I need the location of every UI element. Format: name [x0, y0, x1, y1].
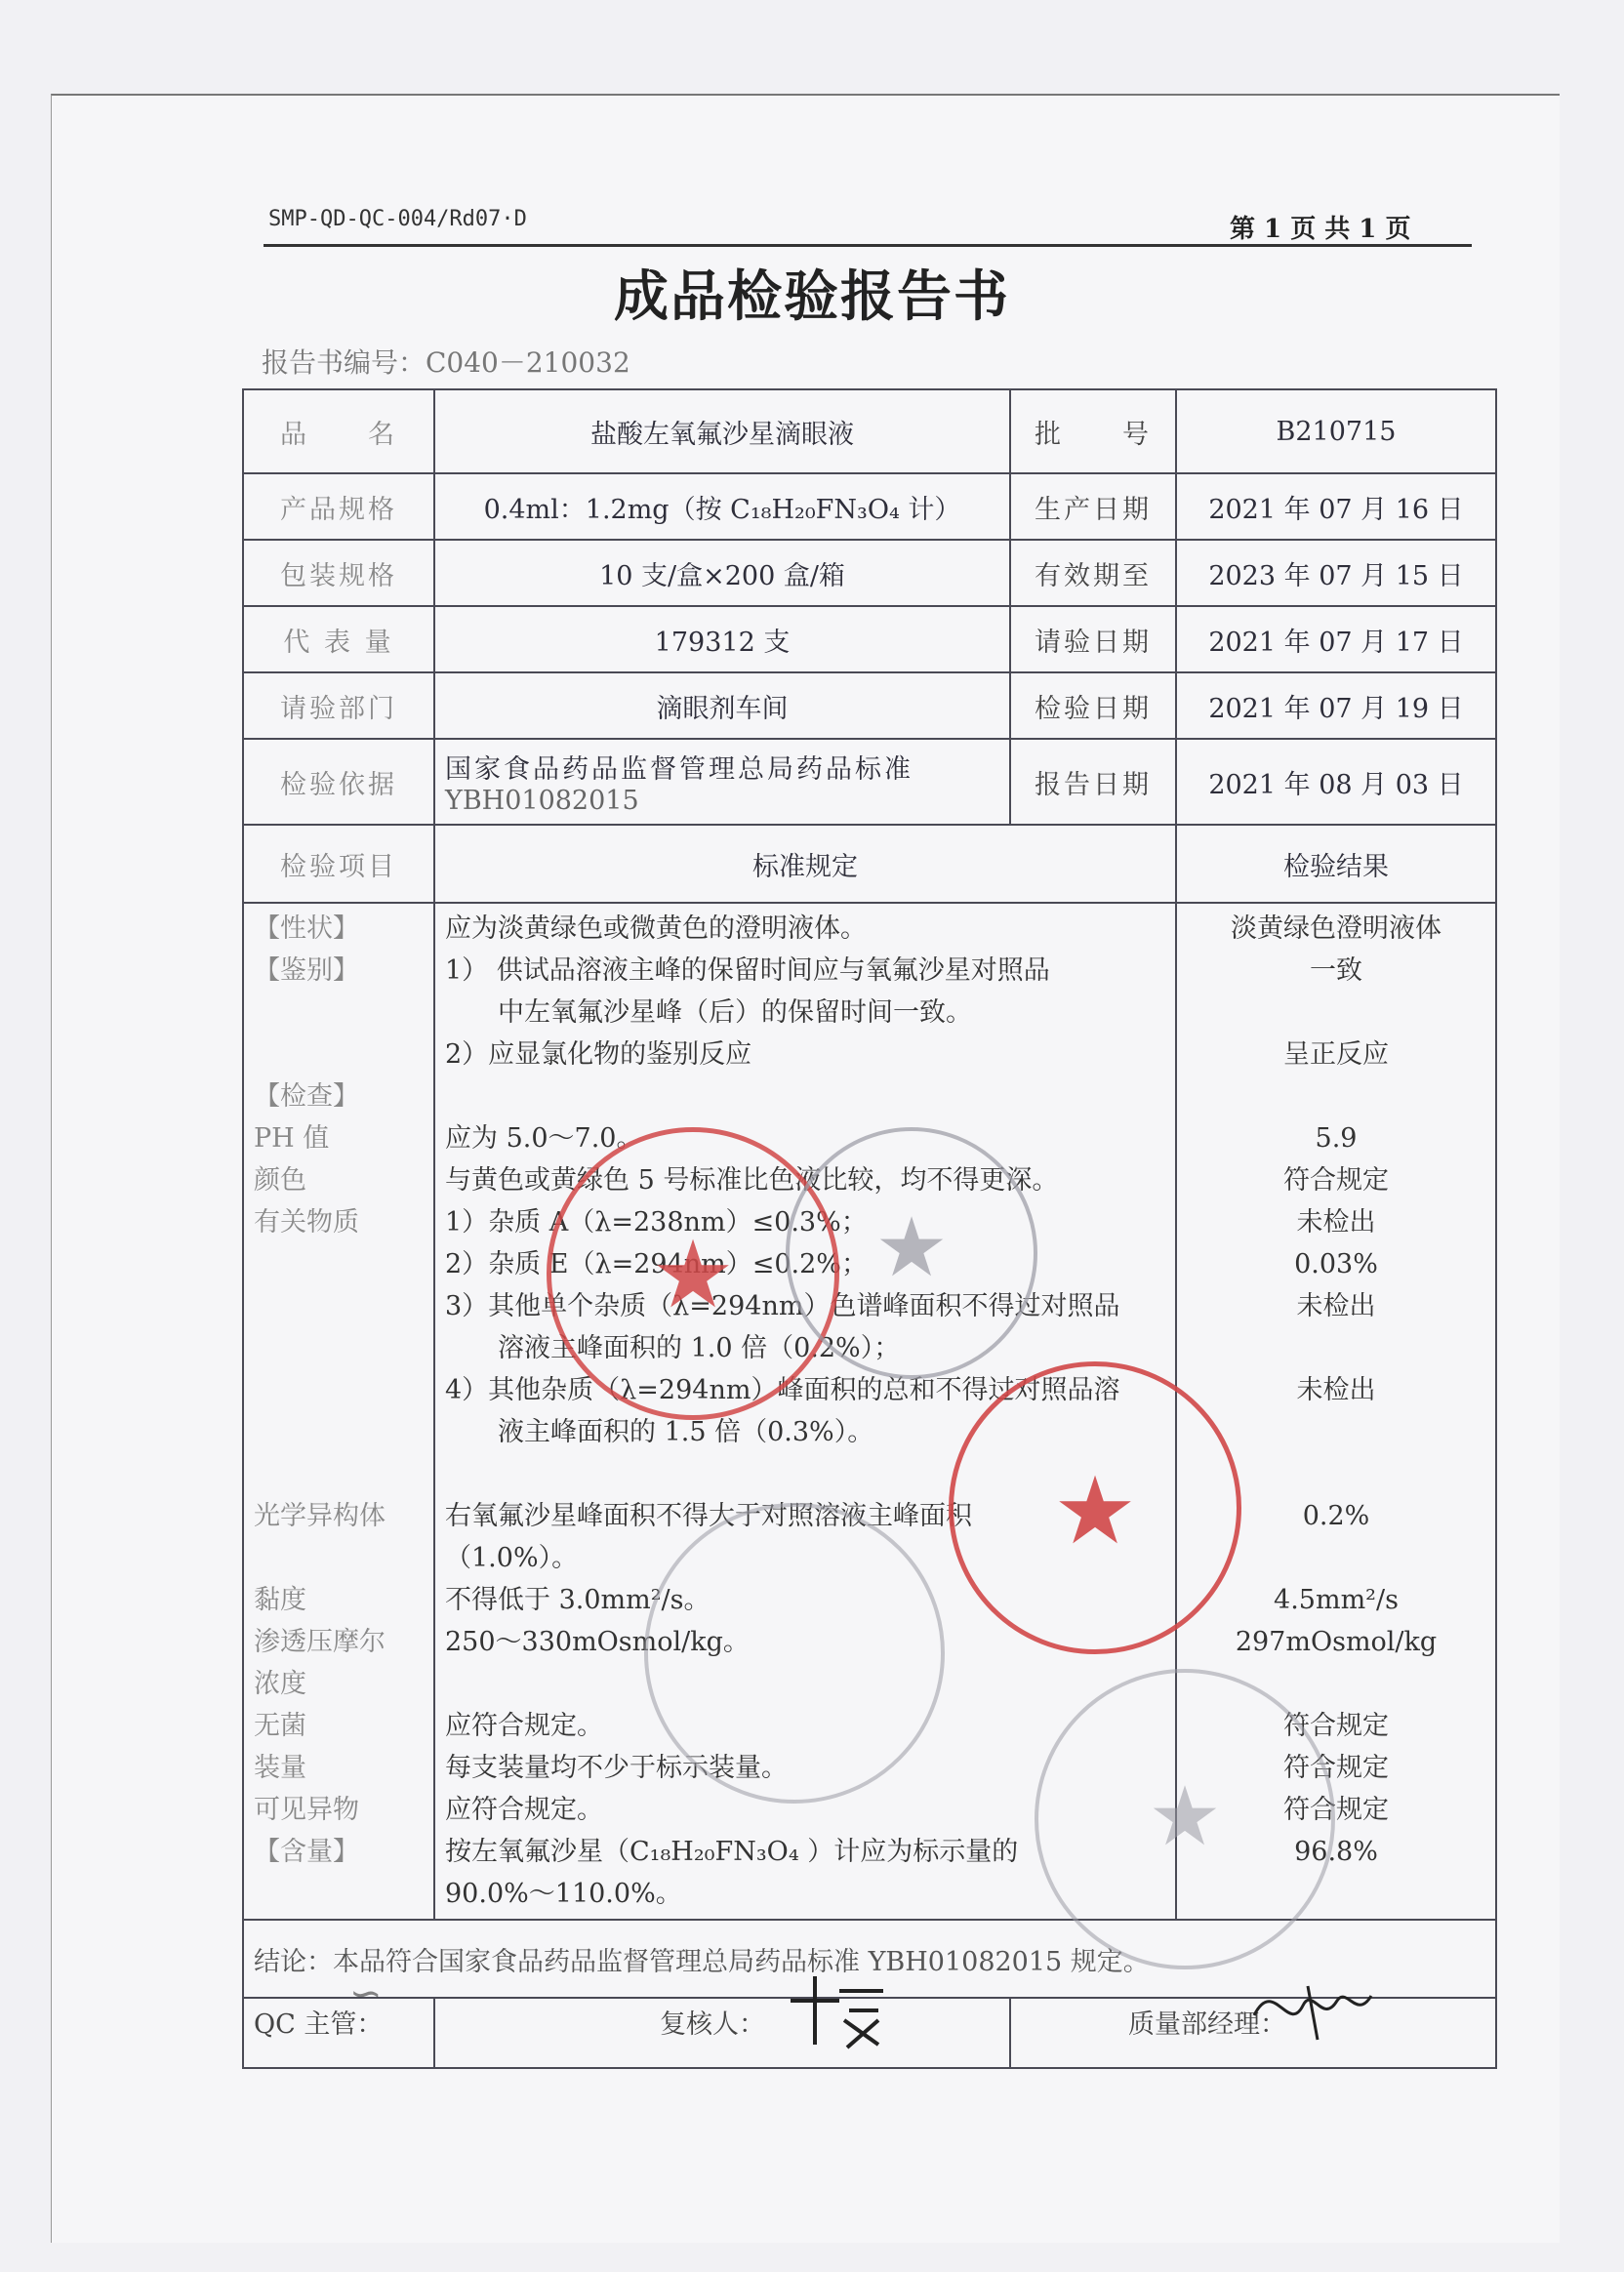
dept-label: 请验部门 [243, 672, 434, 739]
prod-date: 2021 年 07 月 16 日 [1176, 473, 1496, 540]
standard-line: 应为淡黄绿色或微黄色的澄明液体。 [445, 913, 867, 944]
result-line: 0.03% [1294, 1249, 1378, 1279]
test-item-line: 黏度 [254, 1585, 306, 1615]
red-seal-right [949, 1361, 1241, 1654]
qa-manager-label: 质量部经理： [1010, 1998, 1496, 2068]
gray-seal-middle [644, 1503, 945, 1804]
qc-signature: ∽ [349, 1971, 383, 2016]
standard-line: 2）应显氯化物的鉴别反应 [445, 1039, 752, 1070]
spec-value: 0.4ml：1.2mg（按 C₁₈H₂₀FN₃O₄ 计） [434, 473, 1010, 540]
header-rule [264, 244, 1472, 247]
test-item-line [254, 1453, 424, 1495]
result-line [1187, 1411, 1485, 1453]
standard-line: 与黄色或黄绿色 5 号标准比色液比较，均不得更深。 [445, 1165, 1059, 1196]
standard-line: 1） 供试品溶液主峰的保留时间应与氧氟沙星对照品 [445, 955, 1050, 986]
conclusion: 结论：本品符合国家食品药品监督管理总局药品标准 YBH01082015 规定。 [243, 1920, 1496, 1998]
star-icon: ★ [650, 1220, 736, 1329]
qa-manager-signature [1249, 1967, 1376, 2045]
result-line: 5.9 [1315, 1123, 1358, 1154]
standard-line: 应为 5.0～7.0。 [445, 1123, 643, 1154]
expiry-label: 有效期至 [1010, 540, 1176, 606]
test-item-line [254, 992, 424, 1034]
col-result-header: 检验结果 [1176, 825, 1496, 903]
standard-line: 右氧氟沙星峰面积不得大于对照溶液主峰面积 [445, 1501, 972, 1531]
standard-line: 中左氧氟沙星峰（后）的保留时间一致。 [445, 997, 972, 1028]
result-line: 符合规定 [1283, 1165, 1389, 1196]
batch-label: 批 号 [1010, 389, 1176, 473]
result-line: 淡黄绿色澄明液体 [1231, 913, 1441, 944]
batch-number: B210715 [1176, 389, 1496, 473]
star-icon: ★ [874, 1199, 949, 1295]
result-line: 一致 [1310, 955, 1362, 986]
test-item-line: 有关物质 [254, 1207, 359, 1237]
basis-line-2: YBH01082015 [445, 786, 639, 816]
result-line: 297mOsmol/kg [1235, 1627, 1438, 1657]
basis-label: 检验依据 [243, 739, 434, 825]
result-line: 未检出 [1296, 1207, 1376, 1237]
result-line: 呈正反应 [1283, 1039, 1389, 1070]
standard-line: 90.0%～110.0%。 [445, 1879, 682, 1909]
test-item-line: 颜色 [254, 1165, 306, 1196]
request-date-label: 请验日期 [1010, 606, 1176, 672]
row-qty [243, 606, 1496, 672]
product-name: 盐酸左氧氟沙星滴眼液 [434, 389, 1010, 473]
result-line [1187, 1327, 1485, 1369]
result-line: 符合规定 [1283, 1795, 1389, 1825]
row-dept [243, 672, 1496, 739]
test-item-line: PH 值 [254, 1123, 330, 1154]
request-date: 2021 年 07 月 17 日 [1176, 606, 1496, 672]
report-date-label: 报告日期 [1010, 739, 1176, 825]
row-pack [243, 540, 1496, 606]
test-item-line [254, 1537, 424, 1579]
standard-line: 250～330mOsmol/kg。 [445, 1627, 750, 1657]
spec-label: 产品规格 [243, 473, 434, 540]
test-item-line: 无菌 [254, 1711, 306, 1741]
page-info: 第 1 页 共 1 页 [1230, 215, 1411, 244]
result-line [1187, 1075, 1485, 1117]
standard-line: 溶液主峰面积的 1.0 倍（0.2%）； [445, 1333, 901, 1363]
gray-seal-top [786, 1127, 1037, 1379]
test-item-line: 【检查】 [254, 1081, 359, 1112]
star-icon: ★ [1148, 1768, 1222, 1864]
result-line: 未检出 [1296, 1375, 1376, 1405]
prod-date-label: 生产日期 [1010, 473, 1176, 540]
standard-line: 应符合规定。 [445, 1795, 603, 1825]
test-item-line [254, 1243, 424, 1285]
qty-label: 代 表 量 [243, 606, 434, 672]
expiry-date: 2023 年 07 月 15 日 [1176, 540, 1496, 606]
test-item-line: 光学异构体 [254, 1501, 386, 1531]
gray-seal-bottom [1035, 1669, 1335, 1969]
test-items-cell [243, 903, 434, 1920]
test-date: 2021 年 07 月 19 日 [1176, 672, 1496, 739]
test-item-line [254, 1411, 424, 1453]
test-item-line: 【含量】 [254, 1837, 359, 1867]
test-item-line [254, 1285, 424, 1327]
test-item-line [254, 1369, 424, 1411]
report-date: 2021 年 08 月 03 日 [1176, 739, 1496, 825]
result-line [1187, 992, 1485, 1034]
pack-value: 10 支/盒×200 盒/箱 [434, 540, 1010, 606]
dept-value: 滴眼剂车间 [434, 672, 1010, 739]
qc-manager-label: QC 主管： [243, 1998, 434, 2068]
test-item-line: 可见异物 [254, 1795, 359, 1825]
standard-line: 2）杂质 E（λ=294nm）≤0.2%； [445, 1249, 868, 1279]
row-spec [243, 473, 1496, 540]
standard-line: 3）其他单个杂质（λ=294nm）色谱峰面积不得过对照品 [445, 1291, 1120, 1321]
pack-label: 包装规格 [243, 540, 434, 606]
standard-line: （1.0%）。 [445, 1543, 579, 1573]
document-code: SMP-QD-QC-004/Rd07·D [268, 207, 527, 231]
star-icon: ★ [1052, 1456, 1138, 1565]
report-number: 报告书编号：C040－210032 [262, 346, 630, 379]
basis-value [434, 739, 1010, 825]
basis-line-1: 国家食品药品监督管理总局药品标准 [445, 754, 914, 785]
product-name-label: 品 名 [243, 389, 434, 473]
test-item-line [254, 1034, 424, 1075]
test-item-line [254, 1327, 424, 1369]
test-date-label: 检验日期 [1010, 672, 1176, 739]
result-line: 符合规定 [1283, 1711, 1389, 1741]
standard-line: 应符合规定。 [445, 1711, 603, 1741]
reviewer-label: 复核人： [434, 1998, 1010, 2068]
result-line: 4.5mm²/s [1274, 1585, 1399, 1615]
row-column-heads [243, 825, 1496, 903]
standard-line: 按左氧氟沙星（C₁₈H₂₀FN₃O₄ ）计应为标示量的 [445, 1837, 1019, 1867]
standard-line [445, 1075, 1165, 1117]
test-item-line: 浓度 [254, 1669, 306, 1699]
result-line: 符合规定 [1283, 1753, 1389, 1783]
result-line: 未检出 [1296, 1291, 1376, 1321]
test-item-line: 【性状】 [254, 913, 359, 944]
standard-line: 不得低于 3.0mm²/s。 [445, 1585, 710, 1615]
standard-line: 每支装量均不少于标示装量。 [445, 1753, 788, 1783]
standard-line: 液主峰面积的 1.5 倍（0.3%）。 [445, 1417, 874, 1447]
row-product [243, 389, 1496, 473]
col-standard-header: 标准规定 [434, 825, 1176, 903]
report-title: 成品检验报告书 [614, 265, 1010, 329]
col-item-header: 检验项目 [243, 825, 434, 903]
result-line: 0.2% [1302, 1501, 1370, 1531]
result-line: 96.8% [1294, 1837, 1378, 1867]
standard-line: 4）其他杂质（λ=294nm）峰面积的总和不得过对照品溶 [445, 1375, 1120, 1405]
test-item-line: 装量 [254, 1753, 306, 1783]
reviewer-signature [781, 1962, 888, 2049]
qty-value: 179312 支 [434, 606, 1010, 672]
standard-line: 1）杂质 A（λ=238nm）≤0.3%； [445, 1207, 868, 1237]
test-item-line: 【鉴别】 [254, 955, 359, 986]
test-item-line: 渗透压摩尔 [254, 1627, 386, 1657]
row-basis [243, 739, 1496, 825]
